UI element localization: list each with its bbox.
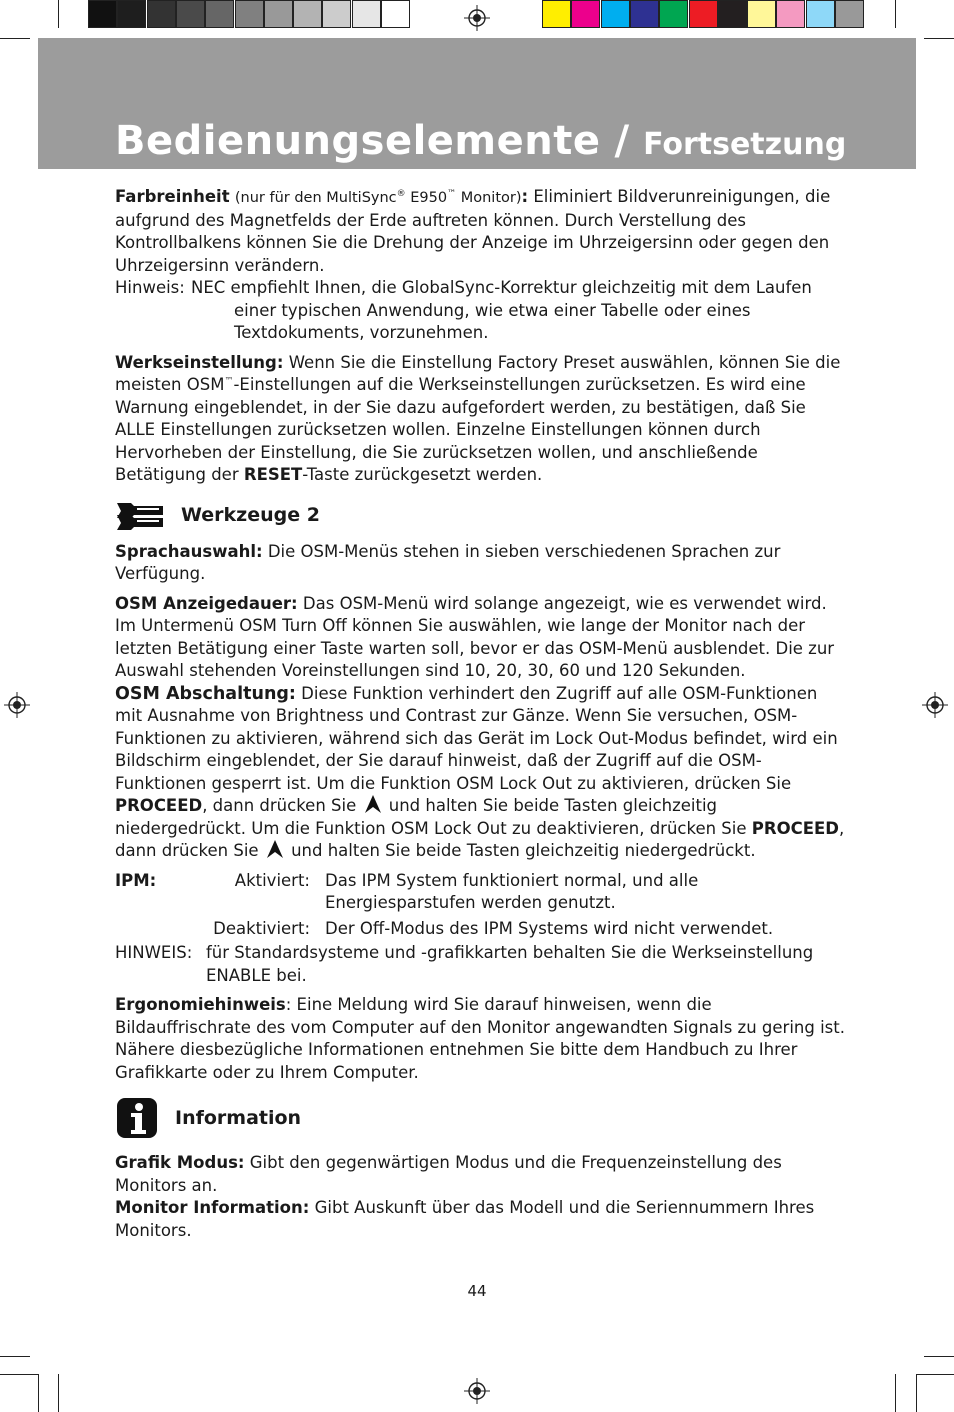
color-swatch [835, 0, 864, 28]
werkseinstellung-text-2: -Einstellungen auf die Werkseinstellungen zurücksetzen. Es wird eine Warnung eingeblendet, in der Sie dazu aufgefordert werden, zu bestätigen, daß Sie ALLE Einstellungen zurücksetzen wollen. Einzelne Einstellungen können durch Hervorheben der Einstellung, die Sie zurücksetzen wollen, und anschließende Betätigung der [115, 375, 806, 484]
crop-mark [924, 38, 954, 39]
abschaltung-text-1: Diese Funktion verhindert den Zugriff auf alle OSM-Funktionen mit Ausnahme von Brightness und Contrast zur Gänze. Wenn Sie versuchen, OSM-Funktionen zu aktivieren, während sich das Gerät im Lock Out-Modus befindet, wird ein Bildschirm eingeblendet, der Sie darauf hinweist, daß der Zugriff auf die OSM-Funktionen gesperrt ist. Um die Funktion OSM Lock Out zu aktivieren, drücken Sie [115, 683, 838, 793]
title-main: Bedienungselemente [115, 118, 601, 164]
registration-mark-icon [464, 5, 490, 31]
werkseinstellung-paragraph [115, 352, 845, 487]
up-arrow-icon [365, 795, 381, 813]
werkseinstellung-text-3: -Taste zurückgesetzt werden. [302, 465, 543, 484]
ipm-enabled-row [115, 870, 845, 915]
ipm-disabled-row [115, 918, 845, 941]
gray-swatch [235, 0, 264, 28]
grafik-modus-text: Gibt den gegenwärtigen Modus und die Frequenzeinstellung des Monitors an. [115, 1153, 782, 1195]
crop-mark [916, 1374, 954, 1375]
hint-label: Hinweis: [115, 278, 185, 297]
gray-swatch [205, 0, 234, 28]
gray-swatch [147, 0, 176, 28]
gray-swatch [176, 0, 205, 28]
gray-swatch [352, 0, 381, 28]
registration-mark-icon [464, 1378, 490, 1404]
trademark-mark: ™ [224, 376, 234, 387]
content [115, 186, 845, 1242]
sprachauswahl-label: Sprachauswahl: [115, 541, 263, 561]
abschaltung-label: OSM Abschaltung: [115, 683, 296, 704]
farbreinheit-hint [115, 277, 845, 300]
farbreinheit-text: Eliminiert Bildverunreinigungen, die aufgrund des Magnetfelds der Erde auftreten können. Durch Verstellung des Kontrollbalkens können Sie die Drehung der Anzeige im Uhrzeigersinn oder gegen den Uhrzeigersinn verändern. [115, 187, 831, 275]
color-swatch [571, 0, 600, 28]
ipm-disabled-text: Der Off-Modus des IPM Systems wird nicht verwendet. [325, 918, 774, 938]
registration-mark-icon [922, 692, 948, 718]
ipm-hint-text: für Standardsysteme und -grafikkarten behalten Sie die Werkseinstellung ENABLE bei. [206, 943, 814, 985]
color-swatch [747, 0, 776, 28]
proceed-key-label: PROCEED [115, 796, 203, 815]
abschaltung-text-2: , dann drücken Sie [202, 796, 357, 815]
hint-rest: einer typischen Anwendung, wie etwa einer Tabelle oder eines Textdokuments, vorzunehmen. [234, 300, 751, 342]
ergonomie-text: : Eine Meldung wird Sie darauf hinweisen, wenn die Bildauffrischrate des vom Computer auf den Monitor angewandten Signals zu gering ist. Nähere diesbezügliche Informationen entnehmen Sie bitte dem Handbuch zu Ihrer Grafikkarte oder zu Ihrem Computer. [115, 995, 845, 1082]
model-name: E950 [410, 190, 448, 206]
crop-mark [0, 38, 30, 39]
monitor-info-label: Monitor Information: [115, 1198, 310, 1217]
trademark-mark: ™ [447, 189, 457, 200]
grafik-modus-paragraph [115, 1152, 845, 1197]
werkseinstellung-label: Werkseinstellung: [115, 352, 284, 372]
color-swatch [542, 0, 571, 28]
ipm-label: IPM: [115, 870, 157, 890]
abschaltung-text-5: und halten Sie beide Tasten gleichzeitig niedergedrückt. [291, 841, 756, 860]
reset-key-label: RESET [243, 465, 303, 484]
color-swatch [689, 0, 718, 28]
page-title [115, 118, 846, 164]
abschaltung-text-4: , dann drücken Sie [115, 818, 845, 860]
registered-mark: ® [396, 189, 406, 200]
crop-mark [58, 0, 59, 28]
model-note-post: Monitor) [460, 190, 522, 206]
info-heading-text: Information [175, 1106, 302, 1129]
farbreinheit-colon: : [521, 187, 529, 206]
registration-mark-icon [4, 692, 30, 718]
color-swatch [718, 0, 747, 28]
info-section-heading [115, 1096, 845, 1140]
sprachauswahl-text: Die OSM-Menüs stehen in sieben verschiedenen Sprachen zur Verfügung. [115, 541, 781, 583]
gray-swatch [381, 0, 410, 28]
color-swatch [659, 0, 688, 28]
color-swatch [776, 0, 805, 28]
gray-swatch [117, 0, 146, 28]
wrench-icon [115, 499, 165, 533]
crop-mark [916, 1374, 917, 1412]
gray-swatch [264, 0, 293, 28]
anzeigedauer-label: OSM Anzeigedauer: [115, 593, 298, 613]
monitor-info-paragraph [115, 1197, 845, 1242]
tools-section-heading [115, 499, 845, 533]
crop-mark [0, 1374, 38, 1375]
ipm-disabled-label: Deaktiviert: [213, 918, 310, 938]
grafik-modus-label: Grafik Modus: [115, 1153, 245, 1172]
abschaltung-text-3: und halten Sie beide Tasten gleichzeitig niedergedrückt. Um die Funktion OSM Lock Out zu deaktivieren, drücken Sie [115, 796, 747, 838]
ergonomie-label: Ergonomiehinweis [115, 995, 286, 1014]
proceed-key-label: PROCEED [751, 818, 839, 838]
ipm-hint-row [115, 942, 845, 987]
crop-mark [924, 1356, 954, 1357]
hint-line-1: NEC empfiehlt Ihnen, die GlobalSync-Korrektur gleichzeitig mit dem Laufen [191, 278, 812, 297]
title-subtitle: Fortsetzung [643, 127, 847, 162]
tools-heading-text: Werkzeuge 2 [181, 504, 320, 527]
farbreinheit-paragraph [115, 186, 845, 277]
abschaltung-paragraph [115, 683, 845, 863]
ipm-enabled-text: Das IPM System funktioniert normal, und alle Energiesparstufen werden genutzt. [325, 870, 699, 912]
ipm-spacer [115, 918, 205, 941]
anzeigedauer-paragraph [115, 593, 845, 683]
up-arrow-icon [267, 840, 283, 858]
crop-mark [895, 1374, 896, 1412]
info-icon [115, 1096, 159, 1140]
ipm-hint-label: HINWEIS: [115, 943, 193, 962]
crop-mark [0, 1356, 30, 1357]
gray-swatch [88, 0, 117, 28]
anzeigedauer-text: Das OSM-Menü wird solange angezeigt, wie es verwendet wird. Im Untermenü OSM Turn Off können Sie auswählen, wie lange der Monitor nach der letzten Betätigung einer Taste warten soll, bevor er das OSM-Menü ausblendet. Die zur Auswahl stehenden Voreinstellungen sind 10, 20, 30, 60 und 120 Sekunden. [115, 593, 835, 680]
color-swatch [601, 0, 630, 28]
model-note [235, 190, 522, 206]
monitor-info-text: Gibt Auskunft über das Modell und die Seriennummern Ihres Monitors. [115, 1198, 815, 1240]
gray-swatch [293, 0, 322, 28]
farbreinheit-label: Farbreinheit [115, 187, 230, 206]
crop-mark [895, 0, 896, 28]
sprachauswahl-paragraph [115, 541, 845, 586]
title-separator: / [614, 118, 630, 164]
crop-mark [58, 1374, 59, 1412]
ipm-enabled-label: Aktiviert: [234, 870, 310, 890]
model-note-pre: (nur für den MultiSync [234, 190, 397, 206]
color-swatch [630, 0, 659, 28]
crop-mark [38, 1374, 39, 1412]
color-swatch [806, 0, 835, 28]
werkseinstellung-text-1: Wenn Sie die Einstellung Factory Preset auswählen, können Sie die meisten OSM [115, 352, 841, 394]
page-number: 44 [467, 1282, 487, 1300]
gray-swatch [322, 0, 351, 28]
ergonomie-paragraph [115, 994, 845, 1084]
